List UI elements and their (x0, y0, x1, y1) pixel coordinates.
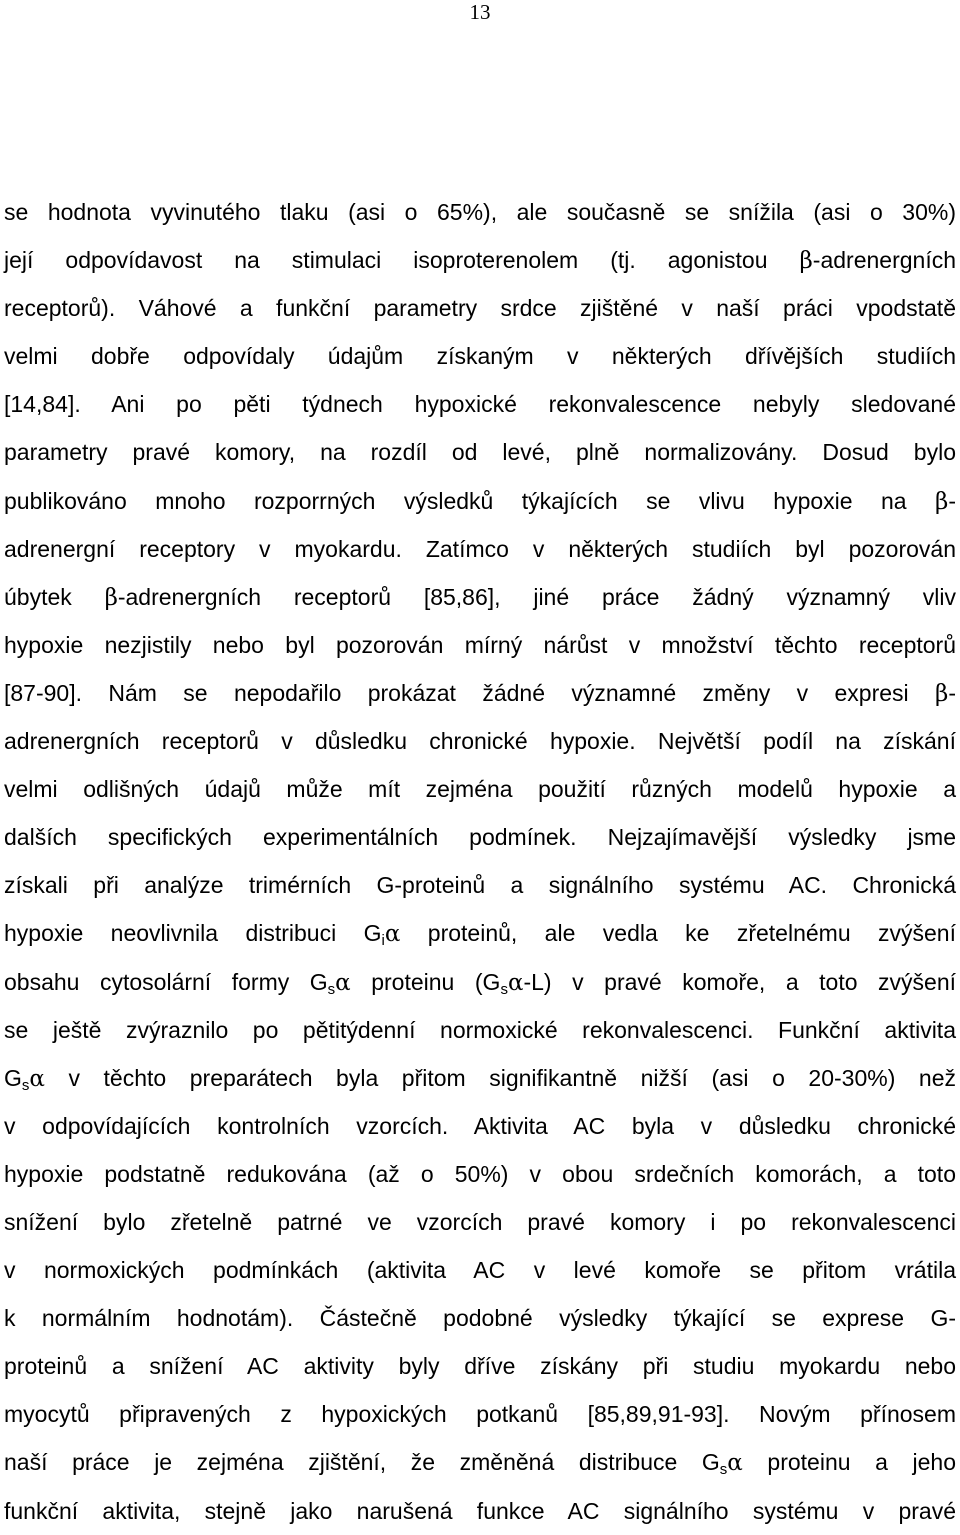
text-line: velmi odlišných údajů může mít zejména použití různých modelů hypoxie a (4, 776, 956, 803)
text-line: hypoxie neovlivnila distribuci $G_i\alpha$ proteinů, ale vedla ke zřetelnému zvýšení (4, 920, 956, 950)
text-line: její odpovídavost na stimulaci isoproterenolem (tj. agonistou β-adrenergních (4, 247, 956, 275)
text-line: úbytek β-adrenergních receptorů [85,86], jiné práce žádný významný vliv (4, 583, 956, 611)
text-line: získali při analýze trimérních G-proteinů a signálního systému AC. Chronická (4, 872, 956, 899)
text-line: myocytů připravených z hypoxických potkanů [85,89,91-93]. Novým přínosem (4, 1401, 956, 1428)
text-line: adrenergních receptorů v důsledku chronické hypoxie. Největší podíl na získání (4, 728, 956, 755)
text-line: adrenergní receptory v myokardu. Zatímco v některých studiích byl pozorován (4, 535, 956, 562)
text-line: [87-90]. Nám se nepodařilo prokázat žádné významné změny v expresi β- (4, 679, 956, 707)
text-line: proteinů a snížení AC aktivity byly dříve získány při studiu myokardu nebo (4, 1353, 956, 1380)
text-line: publikováno mnoho rozporrných výsledků týkajících se vlivu hypoxie na β- (4, 487, 956, 515)
page-number: 13 (469, 0, 491, 24)
text-line: parametry pravé komory, na rozdíl od levé, plně normalizovány. Dosud bylo (4, 439, 956, 466)
text-line: se ještě zvýraznilo po pětitýdenní normoxické rekonvalescenci. Funkční aktivita (4, 1016, 956, 1043)
text-line: v odpovídajících kontrolních vzorcích. Aktivita AC byla v důsledku chronické (4, 1112, 956, 1139)
text-line: velmi dobře odpovídaly údajům získaným v některých dřívějších studiích (4, 343, 956, 370)
text-line: funkční aktivita, stejně jako narušená funkce AC signálního systému v pravé (4, 1497, 956, 1524)
text-line: se hodnota vyvinutého tlaku (asi o 65%), ale současně se snížila (asi o 30%) (4, 199, 956, 225)
body-paragraph (4, 188, 956, 1535)
text-line: v normoxických podmínkách (aktivita AC v levé komoře se přitom vrátila (4, 1257, 956, 1284)
text-line: receptorů). Váhové a funkční parametry srdce zjištěné v naší práci vpodstatě (4, 295, 956, 322)
text-line: hypoxie nezjistily nebo byl pozorován mírný nárůst v množství těchto receptorů (4, 631, 956, 658)
text-line: k normálním hodnotám). Částečně podobné výsledky týkající se exprese G- (4, 1305, 956, 1332)
text-line: $G_s\alpha$ v těchto preparátech byla přitom signifikantně nižší (asi o 20-30%) než (4, 1064, 956, 1094)
text-line: obsahu cytosolární formy $G_s\alpha$ proteinu $(G_s\alpha-L)$ v pravé komoře, a toto zvýšení (4, 968, 957, 998)
text-line: naší práce je zejména zjištění, že změněná distribuce $G_s\alpha$ proteinu a jeho (4, 1449, 956, 1479)
text-line: [14,84]. Ani po pěti týdnech hypoxické rekonvalescence nebyly sledované (4, 391, 956, 418)
text-line: dalších specifických experimentálních podmínek. Nejzajímavější výsledky jsme (4, 824, 956, 851)
text-line: hypoxie podstatně redukována (až o 50%) v obou srdečních komorách, a toto (4, 1160, 956, 1187)
text-line: snížení bylo zřetelně patrné ve vzorcích pravé komory i po rekonvalescenci (4, 1208, 956, 1235)
